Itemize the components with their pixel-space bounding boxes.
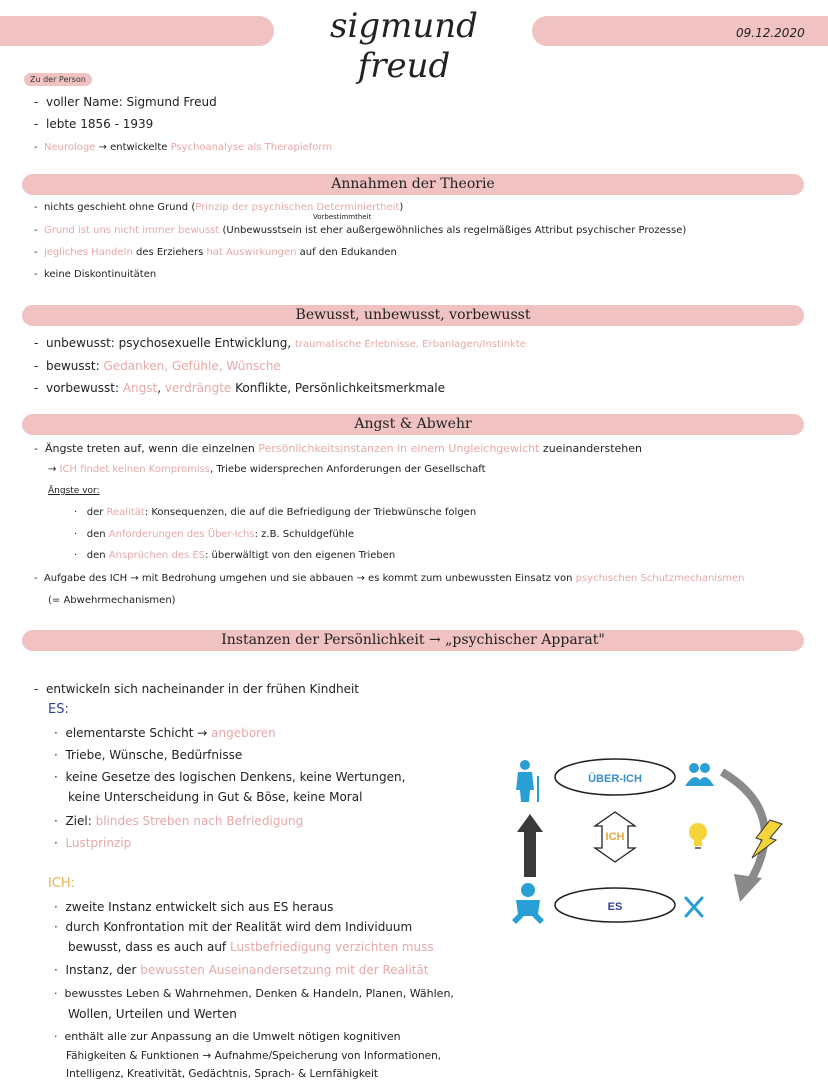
annahmen-item: - keine Diskontinuitäten xyxy=(34,269,157,280)
es-label: ES: xyxy=(48,702,69,717)
baby-icon xyxy=(512,883,544,924)
angst-item: · den Ansprüchen des ES: überwältigt von den eigenen Trieben xyxy=(74,550,396,561)
ich-item: · Instanz, der bewussten Auseinandersetzung mit der Realität xyxy=(54,963,429,977)
angst-subheading: Ängste vor: xyxy=(48,486,100,496)
curved-arrow-head-icon xyxy=(734,874,762,902)
date: 09.12.2020 xyxy=(736,26,805,40)
section-header-instanzen: Instanzen der Persönlichkeit → „psychischer Apparat" xyxy=(22,630,804,651)
es-item: · keine Gesetze des logischen Denkens, keine Wertungen, xyxy=(54,770,406,784)
annahmen-item: - Grund ist uns nicht immer bewusst (Unbewusstsein ist eher außergewöhnliches als regelmäßiges Attribut psychischer Prozesse) xyxy=(34,225,687,236)
section-header-annahmen: Annahmen der Theorie xyxy=(22,174,804,195)
es-item: · Ziel: blindes Streben nach Befriedigung xyxy=(54,814,304,828)
fork-knife-icon xyxy=(686,898,702,916)
angst-item: → ICH findet keinen Kompromiss, Triebe widersprechen Anforderungen der Gesellschaft xyxy=(48,464,486,475)
bewusst-item: - vorbewusst: Angst, verdrängte Konflikte, Persönlichkeitsmerkmale xyxy=(34,381,445,395)
annahmen-note: Vorbestimmtheit xyxy=(313,213,372,221)
ich-item: · enthält alle zur Anpassung an die Umwelt nötigen kognitiven xyxy=(54,1030,401,1043)
es-item: · Lustprinzip xyxy=(54,836,132,850)
ich-item: · zweite Instanz entwickelt sich aus ES heraus xyxy=(54,900,334,914)
ich-item: Wollen, Urteilen und Werten xyxy=(68,1007,237,1021)
es-label-diagram: ES xyxy=(607,901,623,913)
lightning-icon xyxy=(752,820,782,858)
ich-item: · durch Konfrontation mit der Realität wird dem Individuum xyxy=(54,920,413,934)
section-header-bewusst: Bewusst, unbewusst, vorbewusst xyxy=(22,305,804,326)
annahmen-item: - jegliches Handeln des Erziehers hat Auswirkungen auf den Edukanden xyxy=(34,247,397,258)
ich-label: ICH xyxy=(605,831,625,843)
bewusst-item: - bewusst: Gedanken, Gefühle, Wünsche xyxy=(34,359,281,373)
es-item: · Triebe, Wünsche, Bedürfnisse xyxy=(54,748,243,762)
ich-label: ICH: xyxy=(48,876,76,891)
es-item: · elementarste Schicht → angeboren xyxy=(54,726,276,740)
ich-item: · bewusstes Leben & Wahrnehmen, Denken & Handeln, Planen, Wählen, xyxy=(54,987,454,1000)
ich-item: Fähigkeiten & Funktionen → Aufnahme/Speicherung von Informationen, xyxy=(66,1050,442,1062)
person-item: - voller Name: Sigmund Freud xyxy=(34,95,217,109)
angst-item: · den Anforderungen des Über-Ichs: z.B. Schuldgefühle xyxy=(74,529,355,540)
psyche-diagram xyxy=(500,752,800,942)
bewusst-item: - unbewusst: psychosexuelle Entwicklung, traumatische Erlebnisse, Erbanlagen/Instinkte xyxy=(34,336,526,350)
people-icon xyxy=(685,763,714,786)
lightbulb-icon xyxy=(689,823,707,849)
angst-item: (= Abwehrmechanismen) xyxy=(48,595,176,606)
ich-item: bewusst, dass es auch auf Lustbefriedigung verzichten muss xyxy=(68,940,434,954)
es-item: keine Unterscheidung in Gut & Böse, keine Moral xyxy=(68,790,363,804)
annahmen-item: - nichts geschieht ohne Grund (Prinzip der psychischen Determiniertheit) xyxy=(34,202,404,213)
ueber-ich-label: ÜBER-ICH xyxy=(588,773,642,785)
curved-arrow-icon xyxy=(722,772,765,882)
elderly-person-icon xyxy=(516,760,539,802)
angst-item: - Ängste treten auf, wenn die einzelnen Persönlichkeitsinstanzen in einem Ungleichgewicht zueinanderstehen xyxy=(34,442,642,455)
instanzen-intro: - entwickeln sich nacheinander in der frühen Kindheit xyxy=(34,682,359,696)
ich-item: Intelligenz, Kreativität, Gedächtnis, Sprach- & Lernfähigkeit xyxy=(66,1068,379,1080)
person-item: - lebte 1856 - 1939 xyxy=(34,117,154,131)
section-header-angst: Angst & Abwehr xyxy=(22,414,804,435)
angst-item: · der Realität: Konsequenzen, die auf die Befriedigung der Triebwünsche folgen xyxy=(74,507,477,518)
page-title: sigmund freud xyxy=(330,6,478,86)
header-bar-left xyxy=(0,16,274,46)
angst-item: - Aufgabe des ICH → mit Bedrohung umgehen und sie abbauen → es kommt zum unbewussten Einsatz von psychischen Schutzmechanismen xyxy=(34,573,745,584)
person-tag: Zu der Person xyxy=(24,73,92,86)
up-arrow-icon xyxy=(517,814,543,877)
person-item: - Neurologe → entwickelte Psychoanalyse als Therapieform xyxy=(34,142,333,153)
